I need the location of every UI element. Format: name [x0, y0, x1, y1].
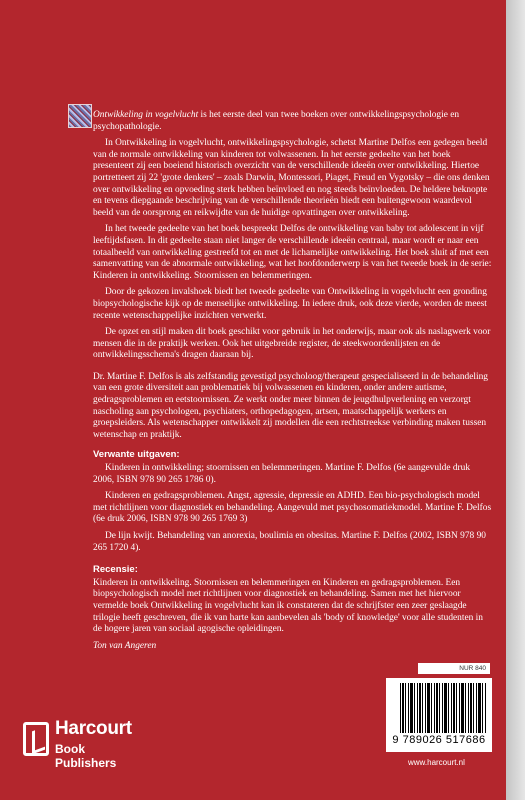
review-heading: Recensie: [93, 564, 138, 576]
reviewer-name: Ton van Angeren [93, 640, 157, 651]
author-bio: Dr. Martine F. Delfos is als zelfstandig gevestigd psycholoog/therapeut gespecialiseerd in de behandeling van een grote diversiteit aan problematiek bij volwassenen en kinderen, onder andere autisme, gedragsproblemen en eetstoornissen. Ze werkt onder meer binnen de jeugdhulpverlening en verzorgt nascholing aan psychologen, psychiaters, orthopedagogen, artsen, maatschappelijk werkers en groepsleiders. Als wetenschapper ontwikkelt zij modellen die een rechtstreekse verbinding maken tussen wetenschap en praktijk. [93, 371, 488, 440]
description-paragraph-2: In het tweede gedeelte van het boek bespreekt Delfos de ontwikkeling van baby tot adolescent in vijf leeftijdsfasen. In dit gedeelte staan niet langer de verschillende ideeën centraal, maar wordt er naar een totaalbeeld van ontwikkeling gestreefd tot en met de lichamelijke ontwikkeling. Het boek sluit af met een samenvatting van de abnormale ontwikkeling, wat het hoofdonderwerp is van het tweede boek in de serie: Kinderen in ontwikkeling. Stoornissen en belemmeringen. [93, 224, 492, 281]
related-item-1: Kinderen in ontwikkeling; stoornissen en belemmeringen. Martine F. Delfos (6e aangevulde druk 2006, ISBN 978 90 265 1786 0). [93, 463, 471, 485]
intro-text: is het eerste deel van twee boeken over ontwikkelingspsychologie en psychopathologie. [93, 110, 460, 132]
nur-code: NUR 840 [418, 663, 490, 674]
intro-paragraph [93, 110, 493, 133]
page-edge [506, 0, 525, 800]
barcode-bars-icon [400, 683, 486, 733]
description-paragraph-3: Door de gekozen invalshoek biedt het tweede gedeelte van Ontwikkeling in vogelvlucht een gronding biopsychologische kijk op de menselijke ontwikkeling. In iedere druk, ook deze vierde, worden de meest recente wetenschappelijke inzichten verwerkt. [93, 287, 487, 321]
cover-text [93, 110, 493, 657]
publisher-url: www.harcourt.nl [408, 758, 465, 767]
series-emblem-icon [68, 104, 92, 128]
publisher-logo [23, 718, 143, 770]
isbn-barcode [386, 678, 492, 752]
review-text: Kinderen in ontwikkeling. Stoornissen en belemmeringen en Kinderen en gedragsproblemen. Een biopsychologisch model met richtlijnen voor diagnostiek en behandeling. Samen met het hiervoor vermelde boek Ontwikkeling in vogelvlucht kan ik constateren dat de schrijfster een zeer geslaagde trilogie heeft geschreven, die ik van harte kan aanbevelen als 'body of knowledge' voor alle studenten in de hogere jaren van sociaal agogische opleidingen. [93, 577, 483, 635]
related-item-3: De lijn kwijt. Behandeling van anorexia, boulimia en obesitas. Martine F. Delfos (2002, ISBN 978 90 265 1720 4). [93, 531, 486, 553]
publisher-subtitle: Book Publishers [55, 742, 117, 770]
related-item-2: Kinderen en gedragsproblemen. Angst, agressie, depressie en ADHD. Een bio-psychologisch model met richtlijnen voor diagnostiek en behandeling. Aangevuld met psychosomatiekmodel. Martine F. Delfos (6e druk 2006, ISBN 978 90 265 1769 3) [93, 491, 492, 525]
harcourt-logo-icon [23, 722, 49, 756]
intro-book-title: Ontwikkeling in vogelvlucht [93, 110, 199, 120]
description-paragraph-4: De opzet en stijl maken dit boek geschikt voor gebruik in het onderwijs, maar ook als naslagwerk voor mensen die in de praktijk werken. Ook het uitgebreide register, de steekwoordenlijsten en de ontwikkelingsschema's dragen daaraan bij. [93, 327, 491, 361]
publisher-name: Harcourt [55, 718, 132, 739]
related-heading: Verwante uitgaven: [93, 449, 180, 461]
barcode-number: 9 789026 517686 [392, 734, 486, 746]
description-paragraph-1: In Ontwikkeling in vogelvlucht, ontwikkelingspsychologie, schetst Martine Delfos een gedegen beeld van de normale ontwikkeling van kinderen tot volwassenen. In het eerste gedeelte van het boek presenteert zij een boeiend historisch overzicht van de verschillende ideeën over ontwikkeling. Hiertoe portretteert zij 22 'grote denkers' – zoals Darwin, Montessori, Piaget, Freud en Vygotsky – die ons denken over ontwikkeling en opvoeding sterk hebben beïnvloed en nog steeds beïnvloeden. De heldere beknopte en tevens diepgaande beschrijving van de verschillende theorieën biedt een buitengewoon waardevol beeld van de oorsprong en reikwijdte van de huidige opvattingen over ontwikkeling. [93, 138, 490, 218]
